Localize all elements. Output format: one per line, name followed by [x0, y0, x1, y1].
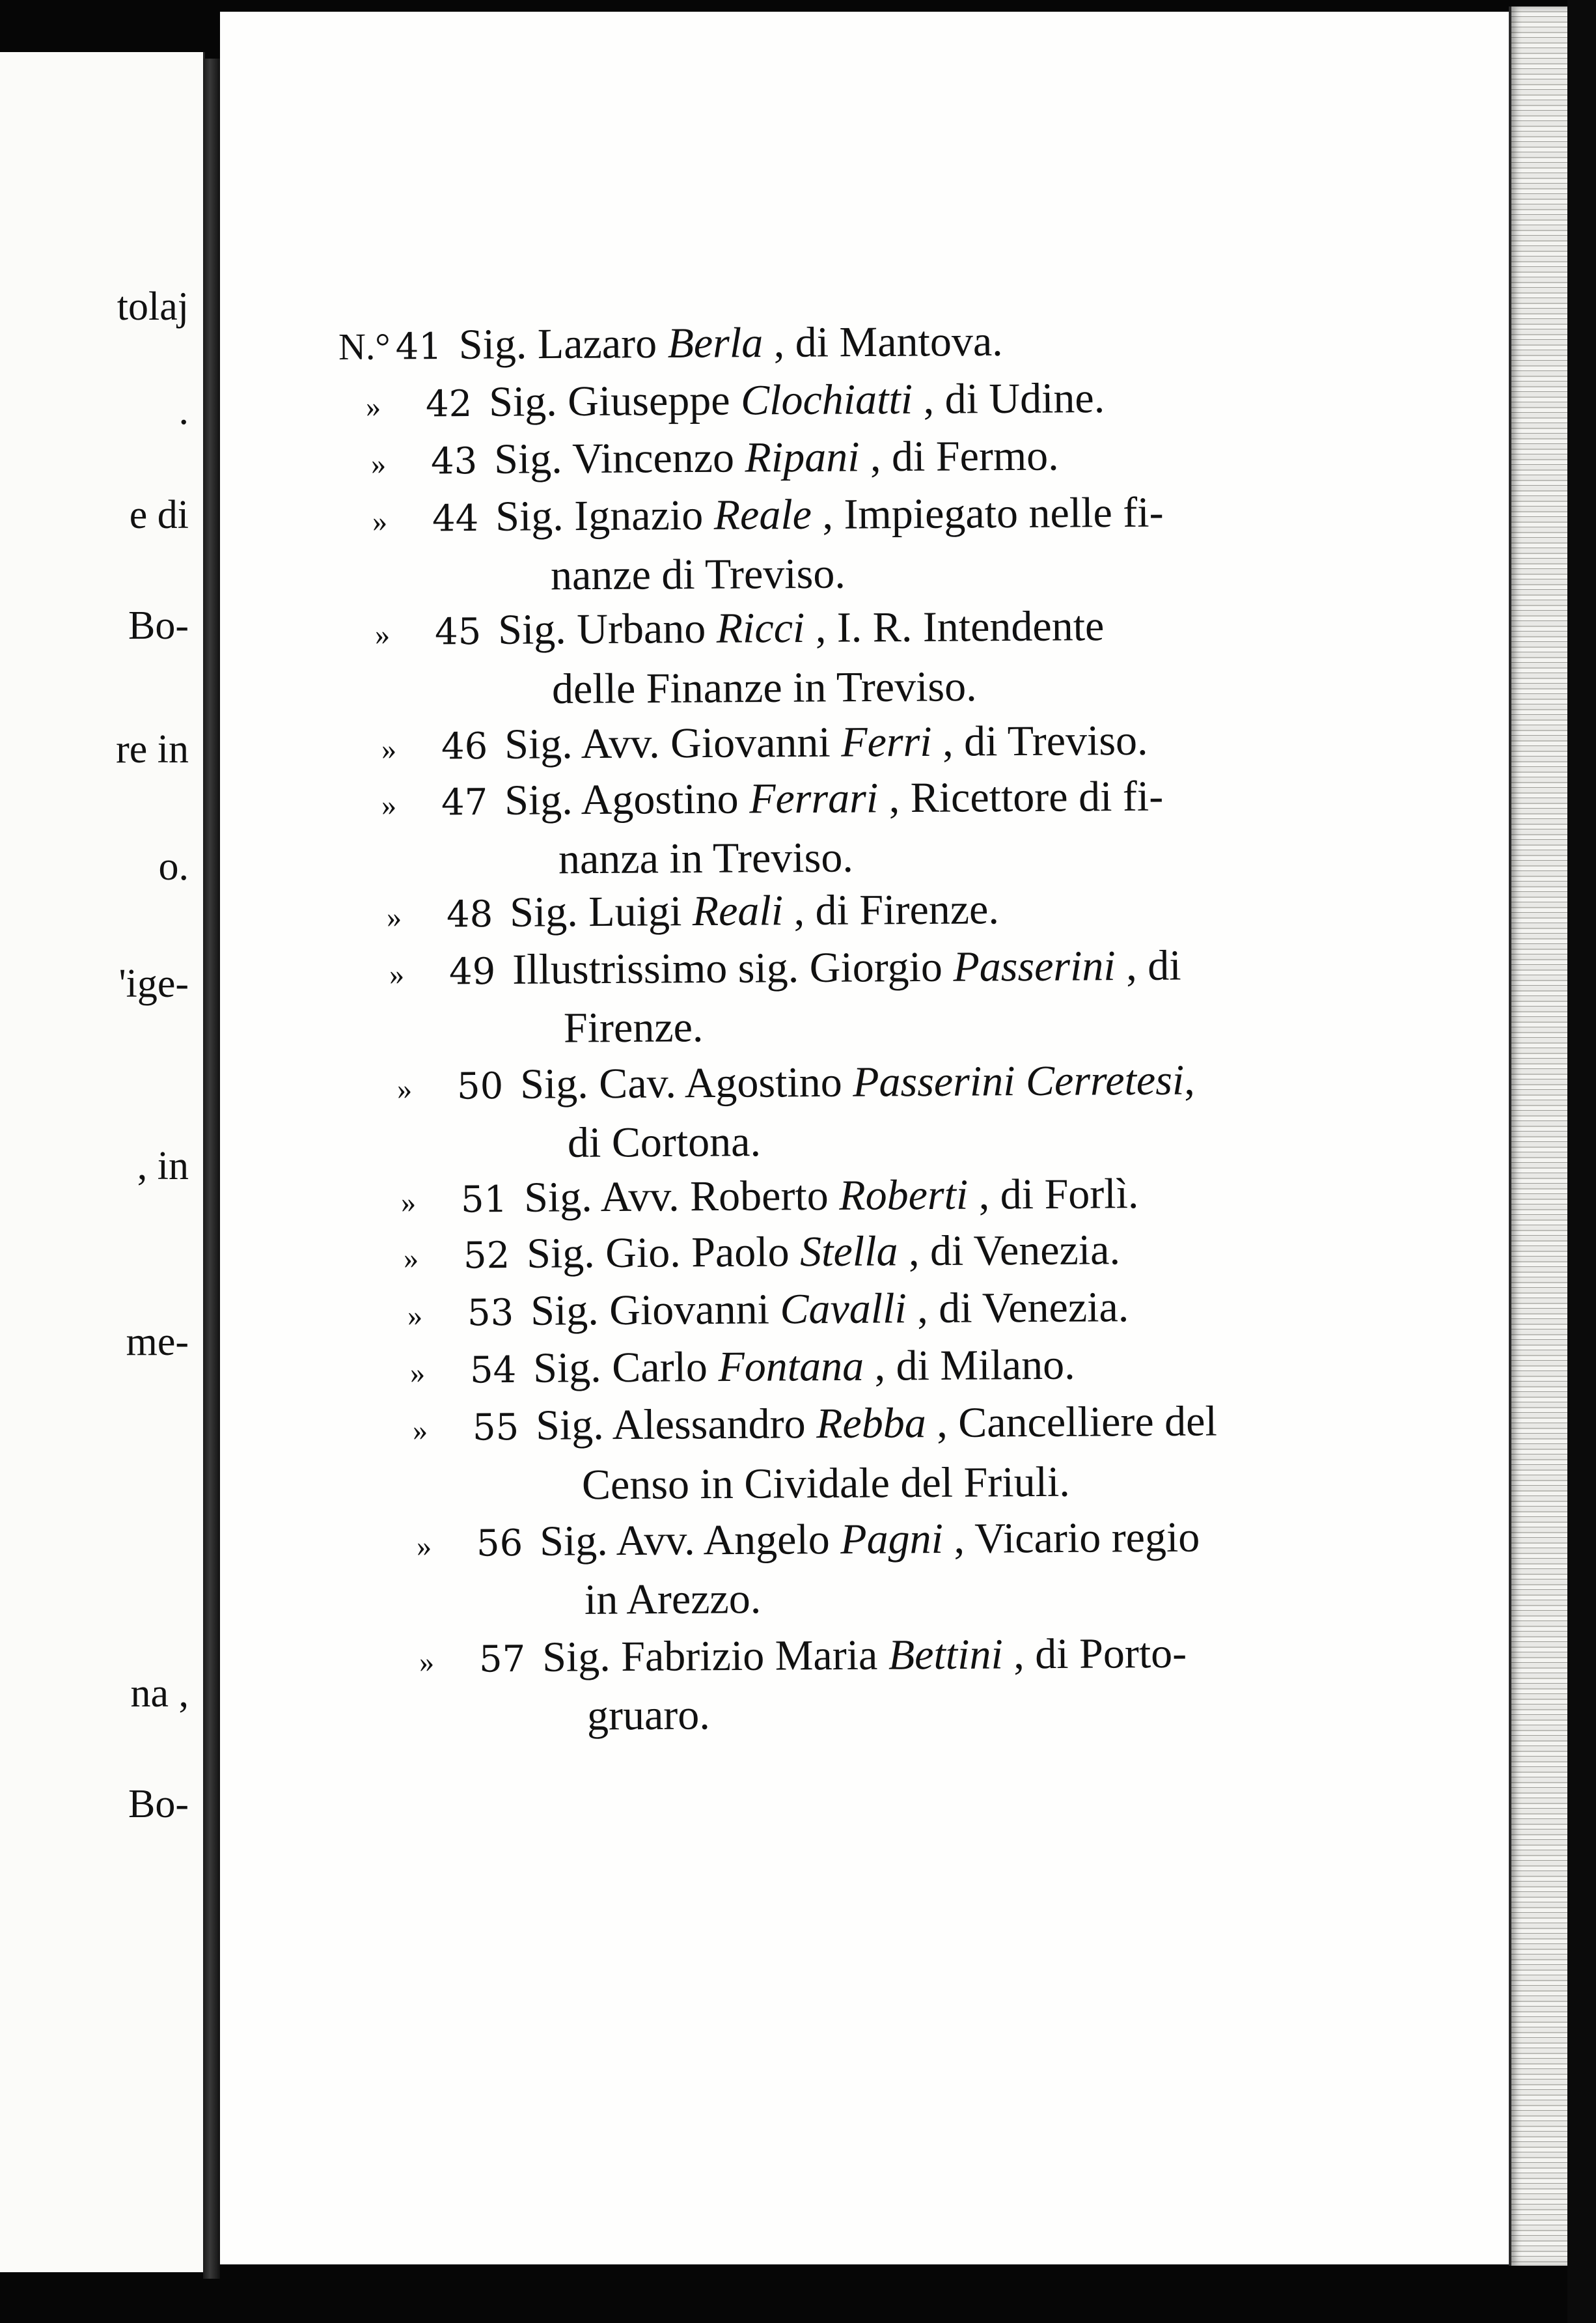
- entry-surname: Ferri: [841, 717, 932, 766]
- list-item: [370, 432, 1059, 483]
- list-item: [365, 374, 1105, 426]
- entry-number: 55: [472, 1406, 519, 1449]
- ditto-mark: »: [412, 1413, 428, 1447]
- left-page-fragment: tolaj: [117, 285, 189, 329]
- entry-title-name: Sig. Cav. Agostino: [520, 1058, 853, 1108]
- entry-detail: , di Treviso.: [931, 716, 1148, 766]
- list-item: [407, 1283, 1129, 1335]
- entry-title-name: Sig. Alessandro: [536, 1400, 817, 1449]
- entry-number: 51: [460, 1178, 508, 1221]
- list-item: [389, 941, 1181, 994]
- list-item: [403, 1226, 1121, 1277]
- ditto-mark: »: [409, 1356, 426, 1389]
- entry-surname: Ferrari: [749, 774, 879, 823]
- entry-title-name: Sig. Giuseppe: [489, 376, 741, 426]
- ditto-mark: »: [389, 957, 405, 991]
- entry-title-name: Sig. Giovanni: [530, 1285, 780, 1335]
- right-page: [220, 12, 1515, 2264]
- entry-number: 47: [441, 781, 488, 824]
- entry-surname: Pagni: [840, 1515, 944, 1564]
- entry-number: 56: [476, 1522, 523, 1565]
- left-facing-page: [0, 52, 205, 2272]
- list-item: [386, 885, 1000, 936]
- entry-detail: , di Mantova.: [762, 317, 1003, 367]
- entry-surname: Reale: [713, 490, 812, 539]
- entry-surname: Roberti: [839, 1171, 969, 1219]
- list-item: [416, 1513, 1200, 1565]
- entry-continuation: in Arezzo.: [584, 1575, 762, 1624]
- entry-surname: Bettini: [888, 1630, 1004, 1679]
- entry-detail: , di Porto-: [1002, 1629, 1187, 1678]
- entry-detail: , di Venezia.: [906, 1283, 1129, 1333]
- entry-title-name: Sig. Luigi: [510, 887, 693, 936]
- entry-surname: Clochiatti: [740, 375, 913, 424]
- entry-number: 46: [441, 725, 488, 768]
- entry-continuation: gruaro.: [586, 1691, 710, 1740]
- ditto-mark: »: [381, 732, 397, 766]
- left-page-fragment: re in: [116, 727, 189, 772]
- list-item: [381, 772, 1164, 824]
- entry-title-name: Illustrissimo sig. Giorgio: [512, 943, 954, 994]
- entry-number: 49: [448, 951, 496, 994]
- entry-number: 44: [432, 497, 479, 540]
- entry-surname: Ricci: [716, 604, 805, 652]
- entry-title-name: Sig. Fabrizio Maria: [542, 1631, 889, 1681]
- entry-surname: Fontana: [718, 1342, 864, 1391]
- left-page-fragment: o.: [158, 844, 189, 889]
- entry-surname: Passerini Cerretesi: [852, 1056, 1185, 1106]
- entry-number: 42: [425, 383, 473, 426]
- entry-surname: Passerini: [953, 942, 1116, 991]
- ditto-mark: »: [374, 617, 391, 651]
- list-item: [396, 1056, 1195, 1108]
- ditto-mark: »: [419, 1645, 435, 1678]
- entry-detail: , I. R. Intendente: [805, 602, 1105, 652]
- entry-surname: Cavalli: [780, 1285, 907, 1333]
- ditto-mark: »: [396, 1072, 413, 1106]
- book-gutter: [203, 59, 220, 2279]
- entry-detail: , di Firenze.: [782, 885, 1000, 935]
- entry-detail: , di Milano.: [863, 1341, 1075, 1390]
- entry-detail: , Cancelliere del: [926, 1397, 1218, 1447]
- entry-continuation: Firenze.: [563, 1003, 704, 1052]
- entry-detail: , di Venezia.: [898, 1226, 1121, 1275]
- list-item: [400, 1170, 1139, 1221]
- entry-title-name: Sig. Gio. Paolo: [527, 1228, 801, 1277]
- entry-number: 45: [434, 611, 482, 654]
- entry-surname: Stella: [799, 1227, 898, 1276]
- entry-detail: , di: [1115, 941, 1181, 990]
- entry-number: 50: [456, 1065, 504, 1108]
- left-page-fragment: Bo-: [128, 1782, 189, 1826]
- ditto-mark: »: [365, 389, 381, 423]
- entry-number: 57: [478, 1638, 526, 1681]
- entry-title-name: Sig. Lazaro: [458, 319, 668, 369]
- list-item: [338, 317, 1003, 369]
- entry-number: 41: [395, 326, 443, 369]
- entry-title-name: Sig. Avv. Giovanni: [504, 718, 842, 768]
- number-label: N.°: [338, 325, 391, 368]
- entry-surname: Rebba: [816, 1399, 926, 1448]
- entry-title-name: Sig. Agostino: [504, 775, 750, 824]
- entry-number: 53: [467, 1292, 514, 1335]
- entry-surname: Berla: [667, 319, 764, 367]
- entry-continuation: di Cortona.: [567, 1118, 762, 1167]
- entry-number: 48: [446, 893, 493, 936]
- left-page-fragment: .: [178, 389, 189, 433]
- entry-number: 52: [463, 1234, 510, 1277]
- entry-title-name: Sig. Ignazio: [495, 491, 714, 540]
- entry-detail: , Impiegato nelle fi-: [811, 488, 1164, 538]
- left-page-fragment: e di: [129, 493, 189, 537]
- left-page-fragment: Bo-: [128, 604, 189, 648]
- entry-title-name: Sig. Carlo: [533, 1343, 719, 1392]
- ditto-mark: »: [381, 788, 397, 822]
- entry-continuation: delle Finanze in Treviso.: [551, 663, 977, 713]
- list-item: [374, 602, 1105, 654]
- ditto-mark: »: [400, 1185, 417, 1219]
- list-item: [419, 1629, 1187, 1681]
- left-page-fragment: na ,: [130, 1671, 189, 1716]
- subscriber-list: [220, 12, 1515, 2264]
- entry-continuation: nanze di Treviso.: [550, 549, 846, 600]
- entry-title-name: Sig. Vincenzo: [494, 434, 745, 483]
- entry-detail: , Vicario regio: [942, 1513, 1200, 1563]
- scan-border: [1567, 0, 1596, 2323]
- ditto-mark: »: [407, 1298, 423, 1332]
- entry-number: 54: [469, 1349, 517, 1392]
- entry-detail: ,: [1184, 1056, 1195, 1104]
- entry-title-name: Sig. Avv. Roberto: [524, 1171, 840, 1221]
- list-item: [412, 1397, 1218, 1449]
- entry-surname: Reali: [692, 887, 784, 936]
- list-item: [372, 488, 1164, 540]
- ditto-mark: »: [370, 447, 387, 480]
- entry-detail: , di Fermo.: [859, 432, 1059, 481]
- left-page-fragment: , in: [137, 1144, 189, 1188]
- page-edges: [1509, 7, 1570, 2266]
- left-page-fragment: 'ige-: [118, 962, 189, 1006]
- entry-number: 43: [430, 440, 478, 483]
- ditto-mark: »: [372, 504, 388, 538]
- entry-detail: , Ricettore di fi-: [877, 772, 1164, 822]
- entry-title-name: Sig. Avv. Angelo: [540, 1516, 841, 1565]
- entry-title-name: Sig. Urbano: [498, 604, 717, 654]
- list-item: [381, 716, 1148, 768]
- ditto-mark: »: [403, 1241, 419, 1275]
- entry-surname: Ripani: [745, 433, 860, 482]
- entry-detail: , di Udine.: [912, 374, 1105, 423]
- ditto-mark: »: [416, 1529, 432, 1563]
- list-item: [409, 1341, 1075, 1392]
- ditto-mark: »: [386, 900, 402, 934]
- entry-continuation: Censo in Cividale del Friuli.: [581, 1458, 1071, 1509]
- entry-detail: , di Forlì.: [968, 1170, 1139, 1219]
- left-page-fragment: me-: [126, 1320, 189, 1364]
- entry-continuation: nanza in Treviso.: [558, 833, 854, 883]
